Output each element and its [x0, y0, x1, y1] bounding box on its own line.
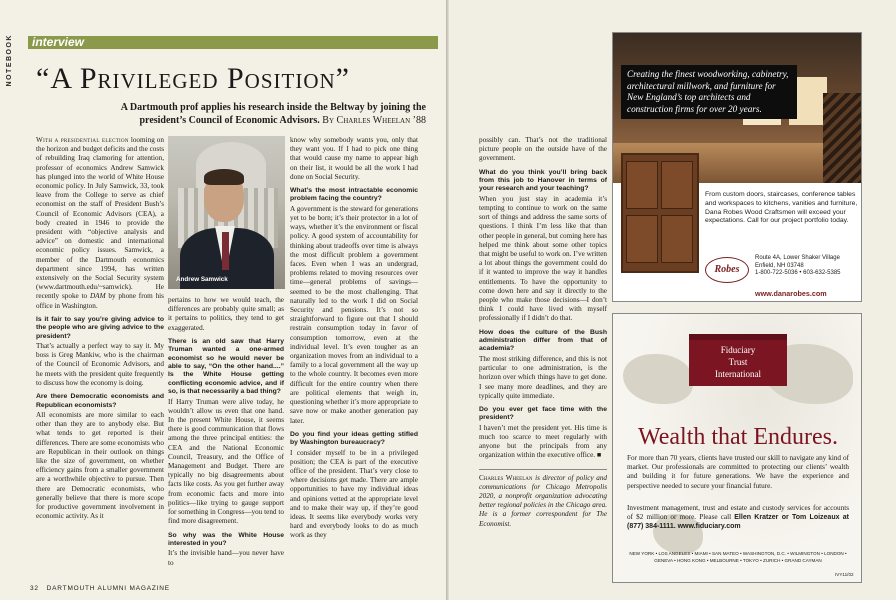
answer-5: A government is the steward for generations yet to be born; it’s their protector in a lot of ways, whether it’s the environment or fiscal policy. A good system of accountability for thinking about tradeoffs over time is always the most difficult problem a government faces. Even when I was an undergrad, problems related to moving resources over time—general problems of savings—seemed to be the most challenging. That naturally led to the work I did on Social Security and pensions. It’s not so straightforward to figure out that I should restrain consumption today in favor of consumption tomorrow, even at the individual level. It’s even tougher as an organization moves from an individual to a family to a local government all the way up to the whole country. It becomes even more difficult for the entire country when there are political elements that weigh in, questioning whether it’s more appropriate to save now or make another generation pay later.: [290, 204, 418, 425]
intro-end: by phone from his office in Washington.: [36, 292, 164, 310]
logo-line-3: International: [715, 369, 761, 379]
copy-2-text: Investment management, trust and estate and custody services for accounts of $2 million or more. Please call: [627, 504, 849, 522]
cabinet-door: [661, 215, 693, 263]
right-page: [449, 0, 896, 600]
column-1: [36, 136, 164, 526]
article-headline: “A Privileged Position”: [36, 62, 350, 95]
bio-name: Charles Wheelan: [479, 473, 533, 482]
continent: [623, 354, 693, 404]
robes-tagline: Creating the finest woodworking, cabinetry, architectural millwork, and furniture for New England’s top architects and construction firms for over 20 years.: [621, 65, 797, 119]
address-line-2: Enfield, NH 03748: [755, 262, 804, 269]
question-9: Do you ever get face time with the president?: [479, 405, 607, 422]
fiduciary-contact[interactable]: Ellen Kratzer or Tom Loizeaux at (877) 384-1111. www.fiduciary.com: [627, 514, 850, 531]
answer-2-cont: pertains to how we would teach, the differences are probably quite small; as it pertains to politics, they tend to get exaggerated.: [168, 296, 284, 332]
question-4: So why was the White House interested in you?: [168, 531, 284, 547]
cabinet-door: [626, 161, 658, 209]
answer-6: I consider myself to be in a privileged position; the CEA is part of the executive office of the president. That’s very close to where decisions get made. There are ample opportunities to have my individual ideas and opinions vetted at the appropriate level and to make their way up, if they’re good ideas. It seems like everybody works very hard and everybody looks to do as much work as they: [290, 448, 418, 540]
hair: [204, 169, 244, 185]
ad-code: IVY11/02: [835, 572, 854, 577]
fiduciary-copy-2: [627, 504, 849, 532]
author-bio: [479, 469, 607, 529]
fiduciary-ad[interactable]: [612, 313, 862, 583]
lead-in: With a presidential election: [36, 136, 129, 144]
fiduciary-title: Wealth that Endures.: [637, 424, 838, 450]
address-line-1: Route 4A, Lower Shaker Village: [755, 255, 840, 261]
question-3: There is an old saw that Harry Truman wanted a one-armed economist so he would never be able to say, “On the other hand....” Is the White House getting conflicting economic advice, and if so, is that necessarily a bad thing?: [168, 337, 284, 396]
answer-2: All economists are more similar to each other than they are to anybody else. But what tends to get reported is their differences. There are some economists who are Republican in their outlook on things like the size of government, on whether efficiency gains from a smaller government are a worthwhile objective to pursue. Then there are Democratic economists, who generally believe that there is more scope for productive government involvement in economic activity. As it: [36, 410, 164, 521]
section-label: NOTEBOOK: [6, 34, 13, 87]
tie: [222, 232, 229, 270]
cabinet-door: [626, 215, 658, 263]
bio-org: Chicago Metropolis 2020, a nonprofit organization advocating better regional policies in the Chicago area.: [479, 482, 608, 510]
robes-ad[interactable]: [612, 32, 862, 302]
column-2: [168, 296, 284, 573]
question-2: Are there Democratic economists and Republican economists?: [36, 393, 164, 409]
magazine-title: DARTMOUTH ALUMNI MAGAZINE: [46, 585, 170, 592]
bio-pub: The Economist.: [479, 510, 608, 528]
column-4: [479, 136, 607, 534]
interview-banner: [28, 36, 438, 49]
fiduciary-logo: [689, 340, 787, 386]
staircase: [823, 93, 862, 183]
answer-9: I haven’t met the president yet. His time is much too scarce to meet regularly with anyone but the principals from any organization within the executive office. ■: [479, 423, 607, 460]
answer-3: If Harry Truman were alive today, he wouldn’t allow us even that one hand. In the present White House, it seems there is good communication that flows among the three principal entities: the CEA and the National Economic Council, Treasury, and the Office of Management and Budget. There are typically no big disagreements about facts like costs. As you get further away from economic facts and more into politics—like trying to gauge support for something in Congress—you tend to find more disagreement.: [168, 397, 284, 526]
robes-logo: Robes: [705, 257, 749, 283]
answer-1: That’s actually a perfect way to say it. My boss is Greg Mankiw, who is the chairman of the Council of Economic Advisors, and he meets with the president quite frequently to discuss how the economy is doing.: [36, 342, 164, 387]
byline: By Charles Wheelan ’88: [322, 115, 426, 126]
intro-text: looming on the horizon and budget deficits and the costs of rebuilding Iraq clamoring for attention, professor of economics Andrew Samwick has plunged into the world of White House economic policy. In July Samwick, 33, took leave from the College to serve as chief economist on the staff of President Bush’s Council of Economic Advisors (CEA), a body created in 1946 to provide the president with “objective analysis and advice” on domestic and international economic policy issues. Samwick, a member of the Dartmouth economics department since 1994, has written extensively on the Social Security system (www.dartmouth.edu/~samwick). He recently spoke to: [36, 136, 164, 301]
logo-line-2: Trust: [728, 357, 748, 367]
cabinet-door: [661, 161, 693, 209]
photo-caption: Andrew Samwick: [176, 276, 228, 283]
robes-phone: 1-800-722-5036 • 603-632-5385: [755, 270, 841, 277]
page-number: 32: [30, 585, 39, 592]
question-7: What do you think you’ll bring back from this job to Hanover in terms of your research and your teaching?: [479, 168, 607, 193]
dek-text: A Dartmouth prof applies his research inside the Beltway by joining the president’s Council of Economic Advisors.: [120, 102, 426, 126]
portrait-photo: [168, 136, 285, 289]
intro-dam: DAM: [89, 292, 106, 301]
bio-text-2: He is a former correspondent for: [479, 510, 592, 519]
cabinet-photo: [621, 153, 699, 273]
fiduciary-cities: NEW YORK • LOS ANGELES • MIAMI • SAN MATEO • WASHINGTON, D.C. • WILMINGTON • LONDON • GENEVA • HONG KONG • MELBOURNE • TOKYO • ZURICH • GRAND CAYMAN: [629, 551, 847, 563]
bio-text-1: is director of policy and communications for: [479, 473, 608, 491]
column-3: [290, 136, 418, 546]
robes-address: [705, 255, 859, 278]
question-8: How does the culture of the Bush administration differ from that of academia?: [479, 328, 607, 353]
answer-7: When you just stay in academia it’s tempting to continue to work on the same sort of things and address the same sorts of questions. I think I’m less like that than other people in general, but coming here has helped me think about some other topics that might be useful to work on. I’ve written a lot about things the government could do if it wanted to improve the way it handles entitlements. To have the opportunity to come down here and say it directly to the people who make those decisions—I don’t think I could have lived with myself professionally if I didn’t do that.: [479, 194, 607, 323]
question-1: Is it fair to say you’re giving advice to the people who are giving advice to the president?: [36, 315, 164, 340]
answer-6-cont: possibly can. That’s not the traditional picture people on the outside have of the government.: [479, 136, 607, 163]
fiduciary-copy-1: For more than 70 years, clients have trusted our skill to navigate any kind of market. Our professionals are committed to protecting our clients’ wealth and building it for future generations. We have the experience and perspective needed to secure your financial future.: [627, 454, 849, 490]
robes-url[interactable]: www.danarobes.com: [755, 289, 827, 298]
banner-label: interview: [32, 35, 85, 49]
article-dek: [110, 101, 426, 127]
question-6: Do you find your ideas getting stifled by Washington bureaucracy?: [290, 430, 418, 447]
answer-4-cont: know why somebody wants you, only that they want you. If I had to pick one thing that would cause my name to appear high on their list, it would be all the work I had done on Social Security.: [290, 136, 418, 181]
question-5: What’s the most intractable economic problem facing the country?: [290, 187, 418, 203]
left-page: [0, 0, 447, 600]
intro-paragraph: [36, 136, 164, 311]
robes-body: From custom doors, staircases, conference tables and workspaces to kitchens, vanities and furniture, Dana Robes Wood Craftsmen will exceed your expectations. Call for our project portfolio today.: [705, 191, 858, 225]
logo-line-1: Fiduciary: [720, 345, 756, 355]
answer-4: It’s the invisible hand—you never have to: [168, 549, 284, 567]
answer-8: The most striking difference, and this is not particular to one administration, is the horizon over which things have to get done. I see many more deadlines, and they are typically quite immediate.: [479, 354, 607, 400]
folio: [30, 585, 170, 592]
